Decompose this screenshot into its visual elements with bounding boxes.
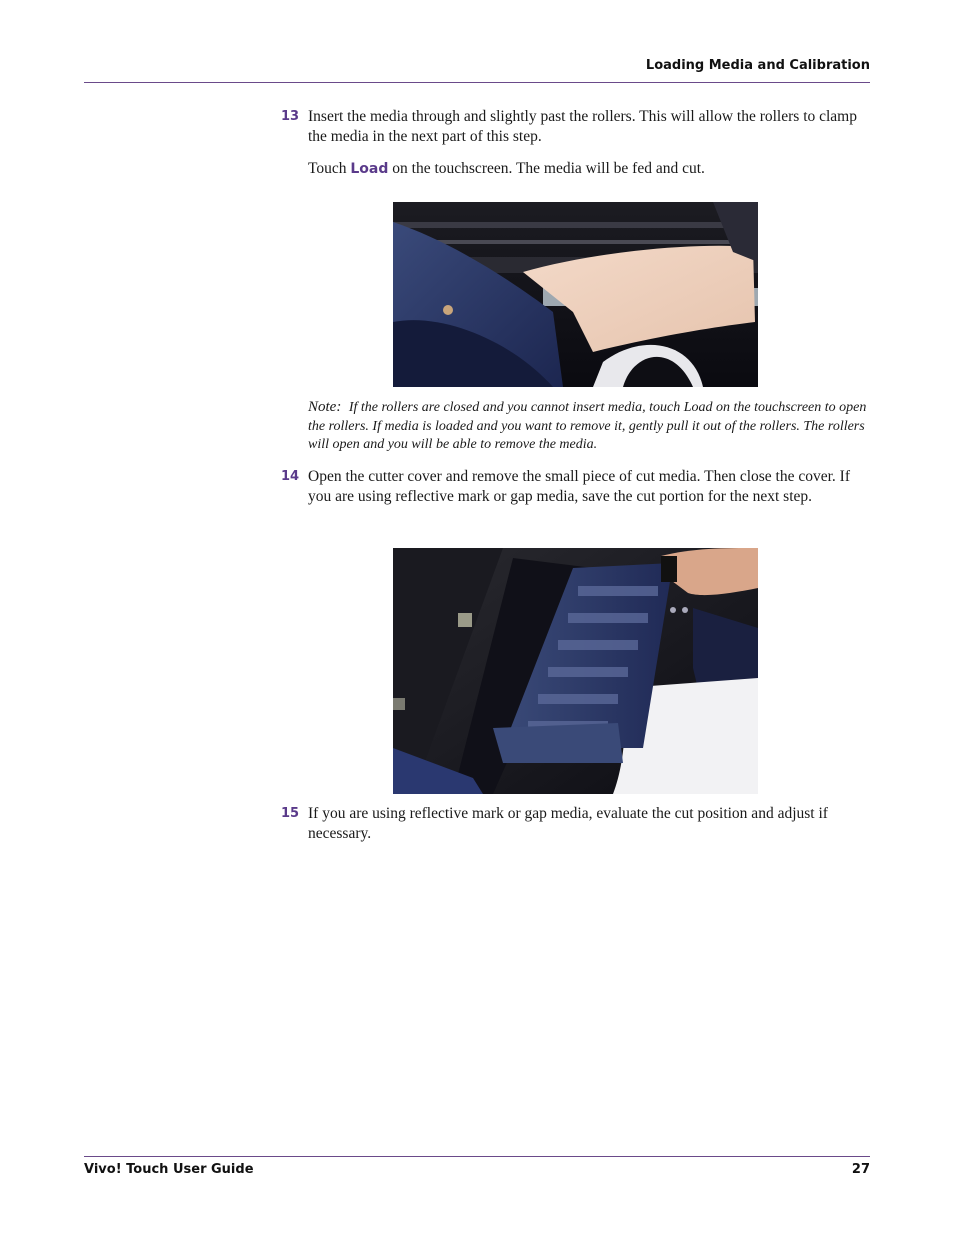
media-loading-photo xyxy=(393,202,758,387)
footer-rule xyxy=(84,1156,870,1157)
header-rule xyxy=(84,82,870,83)
running-header: Loading Media and Calibration xyxy=(645,58,870,73)
step-13-text: Insert the media through and slightly past the rollers. This will allow the rollers to clamp the media in the next part of this step. xyxy=(308,108,857,145)
note-label: Note: xyxy=(308,399,342,415)
step-14-number: 14 xyxy=(281,469,300,484)
page-number: 27 xyxy=(851,1162,870,1177)
note xyxy=(308,398,874,455)
footer-guide-title: Vivo! Touch User Guide xyxy=(84,1162,254,1177)
step-13-number: 13 xyxy=(281,109,300,124)
step-14-text: Open the cutter cover and remove the small piece of cut media. Then close the cover. If you are using reflective mark or gap media, save the cut portion for the next step. xyxy=(308,468,850,505)
step-15-text: If you are using reflective mark or gap media, evaluate the cut position and adjust if necessary. xyxy=(308,805,828,842)
touch-prefix: Touch xyxy=(308,160,351,177)
touch-suffix: on the touchscreen. The media will be fed and cut. xyxy=(388,160,705,177)
note-text: If the rollers are closed and you cannot insert media, touch Load on the touchscreen to open the rollers. If media is loaded and you want to remove it, gently pull it out of the rollers. The rollers will open and you will be able to remove the media. xyxy=(308,400,867,452)
load-button-reference: Load xyxy=(350,161,389,177)
cutter-cover-photo xyxy=(393,548,758,794)
step-15-number: 15 xyxy=(281,806,300,821)
step-13-touch-instruction xyxy=(308,159,872,180)
